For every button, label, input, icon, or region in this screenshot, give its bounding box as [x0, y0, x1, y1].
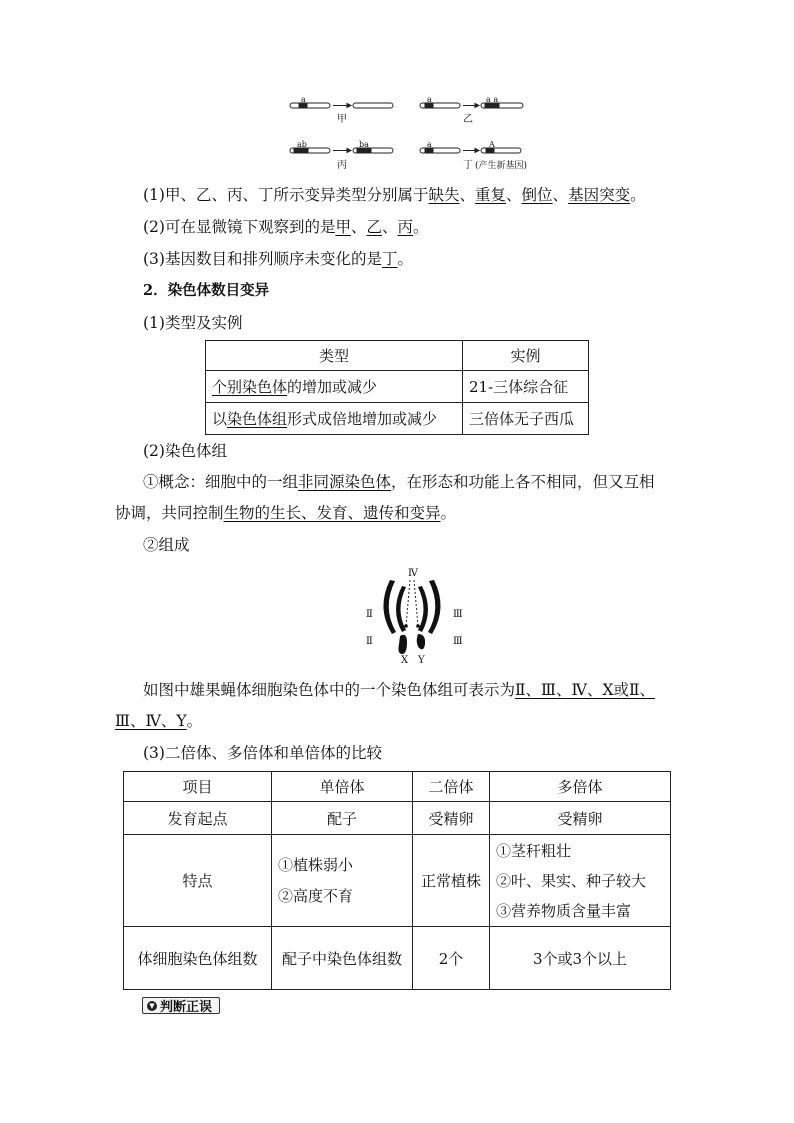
type-text: 的增加或减少: [287, 378, 378, 396]
fly-line-1: [143, 679, 655, 701]
answer-individual-chromosome: 个别染色体: [212, 378, 288, 396]
header-item: 项目: [124, 772, 272, 802]
concept-text: ，在形态和功能上各不相同，但又互相: [391, 473, 655, 491]
feature-haploid: [272, 835, 413, 927]
answer-ding: 丁: [381, 250, 398, 268]
label-jia: 甲: [337, 114, 347, 125]
row-set-count-label: 体细胞染色体组数: [124, 927, 272, 990]
example-triploid: 三倍体无子西瓜: [463, 403, 589, 435]
q1-line: [143, 184, 646, 206]
label-chromosome-III: Ⅲ: [453, 609, 463, 620]
type-individual: [206, 371, 463, 403]
answer-chromosome-set: 染色体组: [227, 410, 288, 428]
period: 。: [413, 218, 429, 236]
answer-nonhomologous: 非同源染色体: [298, 473, 392, 491]
answer-duplication: 重复: [475, 186, 507, 204]
period: 。: [397, 250, 413, 268]
gene-label-A: A: [489, 140, 495, 149]
label-yi: 乙: [463, 114, 473, 125]
types-title: (1)类型及实例: [143, 314, 243, 332]
answer-inversion: 倒位: [521, 186, 553, 204]
separator: 、: [459, 186, 475, 204]
label-chromosome-III: Ⅲ: [453, 636, 463, 647]
separator: 、: [382, 218, 398, 236]
origin-haploid: 配子: [272, 802, 413, 835]
period: 。: [186, 712, 203, 730]
separator: 、: [350, 218, 367, 236]
concept-line-2: [115, 502, 456, 524]
row-feature-label: 特点: [124, 835, 272, 927]
example-trisomy: 21-三体综合征: [463, 371, 589, 403]
origin-diploid: 受精卵: [413, 802, 490, 835]
q3-text: (3)基因数目和排列顺序未变化的是: [143, 250, 382, 268]
type-text: 形式成倍地增加或减少: [287, 410, 438, 428]
gene-label-aa: a a: [486, 95, 499, 104]
badge-label: 判断正误: [160, 1000, 213, 1015]
gene-label-ab: ab: [297, 140, 307, 149]
fly-line-2: [115, 710, 202, 732]
concept-text: 协调，共同控制: [115, 504, 224, 522]
variation-type-table: [205, 340, 589, 435]
compare-title: (3)二倍体、多倍体和单倍体的比较: [143, 744, 382, 762]
label-chromosome-X: X: [401, 655, 409, 666]
section-2-title: 2．染色体数目变异: [143, 282, 270, 299]
type-text: 以: [212, 410, 228, 428]
chromosome-set-title: (2)染色体组: [143, 442, 227, 460]
q3-line: [143, 248, 413, 270]
gene-label-a: a: [427, 140, 432, 149]
label-chromosome-IV: Ⅳ: [408, 568, 418, 579]
gene-label-ba: ba: [359, 140, 369, 149]
judge-right-wrong-badge: [142, 997, 220, 1014]
label-bing: 丙: [337, 160, 347, 171]
answer-deletion: 缺失: [428, 186, 460, 204]
q2-text: (2)可在显微镜下观察到的是: [143, 218, 336, 236]
concept-line-1: [143, 471, 655, 493]
feature-haploid-item: ①植株弱小: [278, 855, 354, 874]
header-diploid: 二倍体: [413, 772, 490, 802]
ploidy-comparison-table: [123, 771, 671, 990]
header-haploid: 单倍体: [272, 772, 413, 802]
header-polyploid: 多倍体: [490, 772, 671, 802]
header-example: 实例: [463, 341, 589, 371]
label-ding-note: (产生新基因): [475, 161, 528, 171]
label-ding: 丁: [463, 160, 473, 171]
answer-bing: 丙: [397, 218, 414, 236]
answer-chromosome-set-Y: Ⅲ、Ⅳ、Y: [115, 712, 187, 730]
answer-yi: 乙: [366, 218, 383, 236]
label-chromosome-Y: Y: [418, 655, 425, 666]
feature-diploid: 正常植株: [413, 835, 490, 927]
chevron-down-icon: ▼: [147, 1001, 157, 1011]
feature-polyploid-item: ③营养物质含量丰富: [496, 901, 632, 920]
answer-jia: 甲: [335, 218, 351, 236]
label-chromosome-II: Ⅱ: [366, 636, 373, 647]
q2-line: [143, 216, 429, 238]
answer-growth-development: 生物的生长、发育、遗传和变异: [223, 504, 441, 522]
gene-label-a: a: [301, 95, 306, 104]
label-chromosome-II: Ⅱ: [366, 609, 373, 620]
set-count-polyploid: 3个或3个以上: [490, 927, 671, 990]
answer-gene-mutation: 基因突变: [568, 186, 631, 204]
feature-polyploid-item: ①茎秆粗壮: [496, 841, 572, 860]
chromosome-variation-svg: [285, 92, 545, 164]
header-type: 类型: [206, 341, 463, 371]
answer-chromosome-set-X: Ⅱ、Ⅲ、Ⅳ、X或Ⅱ、: [515, 681, 656, 699]
set-count-diploid: 2个: [413, 927, 490, 990]
origin-polyploid: 受精卵: [490, 802, 671, 835]
feature-polyploid: [490, 835, 671, 927]
set-count-haploid: 配子中染色体组数: [272, 927, 413, 990]
separator: 、: [506, 186, 522, 204]
concept-text: ①概念：细胞中的一组: [143, 473, 299, 491]
feature-haploid-item: ②高度不育: [278, 886, 354, 905]
type-set: [206, 403, 463, 435]
period: 。: [630, 186, 646, 204]
feature-polyploid-item: ②叶、果实、种子较大: [496, 871, 647, 890]
gene-label-a: a: [427, 95, 432, 104]
chromosome-set-svg: [362, 568, 462, 664]
composition-title: ②组成: [143, 536, 190, 554]
separator: 、: [552, 186, 569, 204]
q1-text: (1)甲、乙、丙、丁所示变异类型分别属于: [143, 186, 429, 204]
fly-text: 如图中雄果蝇体细胞染色体中的一个染色体组可表示为: [143, 681, 516, 699]
period: 。: [440, 504, 457, 522]
row-origin-label: 发育起点: [124, 802, 272, 835]
